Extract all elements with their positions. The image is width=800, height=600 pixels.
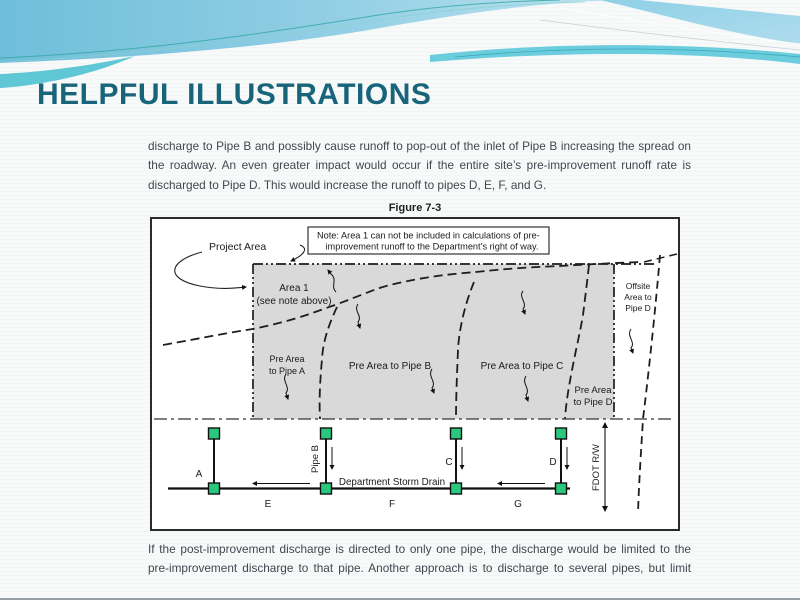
junction-square	[321, 483, 332, 494]
offsite-label-line3: Pipe D	[625, 303, 651, 313]
area1-label-line2: (see note above)	[256, 296, 332, 307]
segment-g-label: G	[514, 499, 522, 510]
pre-area-a-line2: to Pipe A	[268, 366, 306, 376]
fdot-rw-dimension	[591, 423, 605, 511]
pipe-a-label: A	[195, 469, 203, 480]
paragraph-bottom-line2: pre-improvement discharge to that pipe. Another approach is to discharge to several pipes, but limit	[148, 561, 691, 576]
paragraph-bottom	[148, 540, 691, 579]
pipe-b-label: Pipe B	[310, 445, 321, 473]
figure-box	[150, 217, 680, 531]
paragraph-top-line2: the roadway. An even greater impact would occur if the entire site’s pre-improvement runoff rate is	[148, 158, 691, 173]
note-text-line2: improvement runoff to the Department’s right of way.	[325, 241, 539, 252]
junction-square	[209, 483, 220, 494]
figure-diagram	[152, 219, 678, 529]
project-area-label: Project Area	[209, 241, 267, 253]
area1-label-line1: Area 1	[279, 283, 309, 294]
junction-square	[556, 483, 567, 494]
slide-title: HELPFUL ILLUSTRATIONS	[37, 78, 432, 111]
pipe-d-label: D	[549, 457, 557, 468]
inlet-square	[321, 428, 332, 439]
pre-area-d-line1: Pre Area	[574, 385, 612, 396]
junction-square	[451, 483, 462, 494]
project-area-arrow-swash	[175, 252, 246, 288]
note-text-line1: Note: Area 1 can not be included in calculations of pre-	[317, 230, 540, 241]
offsite-label-line2: Area to	[624, 292, 652, 302]
flow-arrow-icon	[630, 329, 633, 353]
storm-drain-network	[168, 428, 570, 510]
project-area-arrow-small	[291, 245, 305, 261]
pre-area-c-label: Pre Area to Pipe C	[480, 361, 564, 372]
segment-f-label: F	[388, 499, 396, 510]
paragraph-top-line3: discharged to Pipe D. This would increase the runoff to pipes D, E, F, and G.	[148, 177, 547, 192]
paragraph-top	[148, 137, 691, 195]
pipe-c-label: C	[445, 457, 453, 468]
inlet-square	[556, 428, 567, 439]
paragraph-top-line1: discharge to Pipe B and possibly cause runoff to pop-out of the inlet of Pipe B increasing the spread on	[148, 139, 691, 153]
fdot-rw-label: FDOT R/W	[591, 444, 602, 491]
storm-drain-label: Department Storm Drain	[338, 477, 446, 488]
segment-e-label: E	[264, 499, 272, 510]
offsite-label-line1: Offsite	[625, 281, 651, 291]
pre-area-d-line2: to Pipe D	[573, 397, 613, 408]
inlet-square	[451, 428, 462, 439]
note-box	[308, 227, 549, 254]
pre-area-a-line1: Pre Area	[269, 354, 305, 364]
wave-band-right	[540, 0, 800, 50]
inlet-square	[209, 428, 220, 439]
paragraph-bottom-line1: If the post-improvement discharge is directed to only one pipe, the discharge would be limited to the	[148, 542, 691, 556]
figure-caption: Figure 7-3	[388, 202, 442, 214]
pre-area-b-label: Pre Area to Pipe B	[348, 361, 432, 372]
